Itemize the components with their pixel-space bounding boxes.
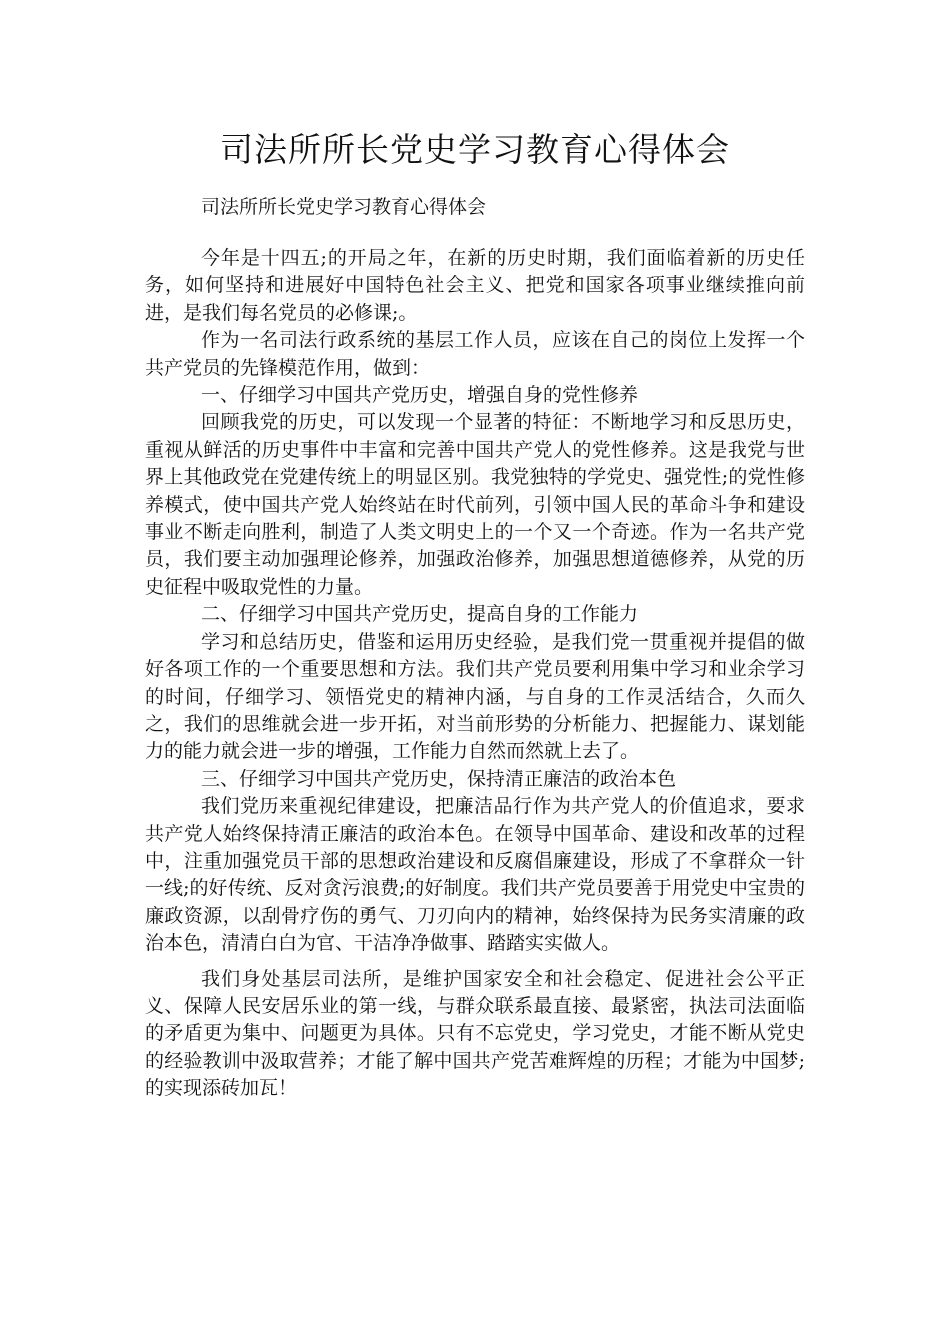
section-heading-1: 一、仔细学习中国共产党历史，增强自身的党性修养 <box>201 384 639 407</box>
paragraph-conclusion: 我们身处基层司法所，是维护国家安全和社会稳定、促进社会公平正义、保障人民安居乐业的第一线，与群众联系最直接、最紧密，执法司法面临的矛盾更为集中、问题更为具体。只有不忘党史，学习党史，才能不断从党史的经验教训中汲取营养；才能了解中国共产党苦难辉煌的历程；才能为中国梦;的实现添砖加瓦！ <box>145 967 805 1100</box>
section-heading-3: 三、仔细学习中国共产党历史，保持清正廉洁的政治本色 <box>201 767 677 790</box>
paragraph-section-2: 学习和总结历史，借鉴和运用历史经验，是我们党一贯重视并提倡的做好各项工作的一个重要思想和方法。我们共产党员要利用集中学习和业余学习的时间，仔细学习、领悟党史的精神内涵，与自身的工作灵活结合，久而久之，我们的思维就会进一步开拓，对当前形势的分析能力、把握能力、谋划能力的能力就会进一步的增强，工作能力自然而然就上去了。 <box>145 630 805 763</box>
paragraph-section-3: 我们党历来重视纪律建设，把廉洁品行作为共产党人的价值追求，要求共产党人始终保持清正廉洁的政治本色。在领导中国革命、建设和改革的过程中，注重加强党员干部的思想政治建设和反腐倡廉建设，形成了不拿群众一针一线;的好传统、反对贪污浪费;的好制度。我们共产党员要善于用党史中宝贵的廉政资源，以刮骨疗伤的勇气、刀刃向内的精神，始终保持为民务实清廉的政治本色，清清白白为官、干洁净净做事、踏踏实实做人。 <box>145 795 805 955</box>
paragraph-role: 作为一名司法行政系统的基层工作人员，应该在自己的岗位上发挥一个共产党员的先锋模范作用，做到： <box>145 329 805 379</box>
section-heading-2: 二、仔细学习中国共产党历史，提高自身的工作能力 <box>201 603 639 626</box>
document-subtitle: 司法所所长党史学习教育心得体会 <box>201 196 487 218</box>
paragraph-section-1: 回顾我党的历史，可以发现一个显著的特征：不断地学习和反思历史，重视从鲜活的历史事件中丰富和完善中国共产党人的党性修养。这是我党与世界上其他政党在党建传统上的明显区别。我党独特的学党史、强党性;的党性修养模式，使中国共产党人始终站在时代前列，引领中国人民的革命斗争和建设事业不断走向胜利，制造了人类文明史上的一个又一个奇迹。作为一名共产党员，我们要主动加强理论修养，加强政治修养，加强思想道德修养，从党的历史征程中吸取党性的力量。 <box>145 411 805 598</box>
document-title: 司法所所长党史学习教育心得体会 <box>220 130 730 169</box>
paragraph-intro: 今年是十四五;的开局之年，在新的历史时期，我们面临着新的历史任务，如何坚持和进展好中国特色社会主义、把党和国家各项事业继续推向前进，是我们每名党员的必修课;。 <box>145 247 805 324</box>
document-page <box>145 118 805 1103</box>
